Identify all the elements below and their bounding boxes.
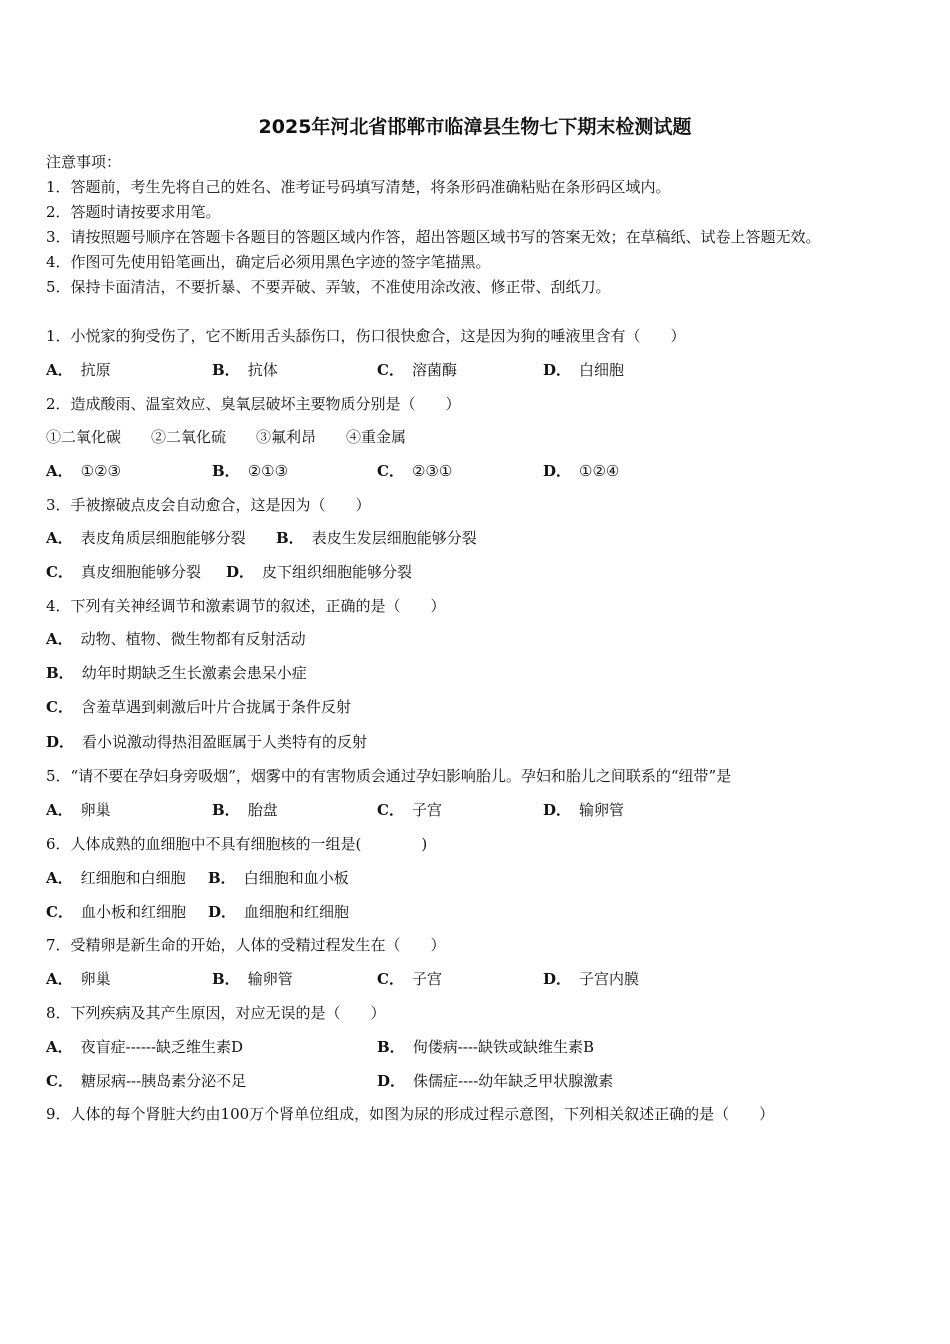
option-a: A． 夜盲症------缺乏维生素D bbox=[46, 1038, 244, 1056]
option-b: B． 胎盘 bbox=[212, 801, 278, 819]
option-c: C． 血小板和红细胞 bbox=[46, 903, 186, 921]
option-a: A． 卵巢 bbox=[46, 801, 111, 819]
option-c: C． ②③① bbox=[377, 462, 453, 480]
option-d: D． 白细胞 bbox=[543, 361, 625, 379]
notice-item: 3．请按照题号顺序在答题卡各题目的答题区域内作答，超出答题区域书写的答案无效；在草稿纸、试卷上答题无效。 bbox=[46, 228, 821, 246]
option-a: A． 红细胞和白细胞 bbox=[46, 869, 186, 887]
option-c: C． 溶菌酶 bbox=[377, 361, 457, 379]
option-c: C． 子宫 bbox=[377, 801, 442, 819]
option-d: D． 侏儒症----幼年缺乏甲状腺激素 bbox=[377, 1072, 614, 1090]
option-d: D． ①②④ bbox=[543, 462, 620, 480]
option-c: C． 真皮细胞能够分裂 bbox=[46, 563, 201, 581]
page-title: 2025年河北省邯郸市临漳县生物七下期末检测试题 bbox=[258, 116, 692, 138]
question-stem: 2．造成酸雨、温室效应、臭氧层破坏主要物质分别是（ ） bbox=[46, 395, 461, 413]
question-choices-list: ①二氧化碳 ②二氧化硫 ③氟利昂 ④重金属 bbox=[46, 428, 407, 446]
question-stem: 3．手被擦破点皮会自动愈合，这是因为（ ） bbox=[46, 496, 371, 514]
option-a: A． ①②③ bbox=[46, 462, 121, 480]
option-d: D． 子宫内膜 bbox=[543, 970, 640, 988]
option-b: B． 白细胞和血小板 bbox=[208, 869, 349, 887]
option-b: B． 输卵管 bbox=[212, 970, 293, 988]
notice-item: 4．作图可先使用铅笔画出，确定后必须用黑色字迹的签字笔描黑。 bbox=[46, 253, 491, 271]
option-b: B． 幼年时期缺乏生长激素会患呆小症 bbox=[46, 664, 307, 682]
option-a: A． 卵巢 bbox=[46, 970, 111, 988]
option-d: D． 看小说激动得热泪盈眶属于人类特有的反射 bbox=[46, 733, 368, 751]
notice-item: 5．保持卡面清洁，不要折暴、不要弄破、弄皱，不准使用涂改液、修正带、刮纸刀。 bbox=[46, 278, 611, 296]
question-stem: 9．人体的每个肾脏大约由100万个肾单位组成，如图为尿的形成过程示意图，下列相关叙述正确的是（ ） bbox=[46, 1105, 775, 1123]
option-b: B． 佝偻病----缺铁或缺维生素B bbox=[377, 1038, 594, 1056]
option-d: D． 输卵管 bbox=[543, 801, 625, 819]
notice-item: 1．答题前，考生先将自己的姓名、准考证号码填写清楚，将条形码准确粘贴在条形码区域内。 bbox=[46, 178, 671, 196]
question-stem: 7．受精卵是新生命的开始，人体的受精过程发生在（ ） bbox=[46, 936, 446, 954]
option-a: A． 表皮角质层细胞能够分裂 bbox=[46, 529, 246, 547]
notice-heading: 注意事项： bbox=[46, 153, 122, 171]
question-stem: 6．人体成熟的血细胞中不具有细胞核的一组是( ) bbox=[46, 835, 428, 853]
question-stem: 5．“请不要在孕妇身旁吸烟”，烟雾中的有害物质会通过孕妇影响胎儿。孕妇和胎儿之间联系的“纽带”是 bbox=[46, 767, 732, 785]
option-a: A． 动物、植物、微生物都有反射活动 bbox=[46, 630, 306, 648]
option-b: B． 表皮生发层细胞能够分裂 bbox=[276, 529, 477, 547]
option-c: C． 含羞草遇到刺激后叶片合拢属于条件反射 bbox=[46, 698, 351, 716]
option-d: D． 皮下组织细胞能够分裂 bbox=[226, 563, 413, 581]
notice-item: 2．答题时请按要求用笔。 bbox=[46, 203, 221, 221]
option-b: B． 抗体 bbox=[212, 361, 278, 379]
question-stem: 1．小悦家的狗受伤了，它不断用舌头舔伤口，伤口很快愈合，这是因为狗的唾液里含有（ ） bbox=[46, 327, 686, 345]
option-c: C． 子宫 bbox=[377, 970, 442, 988]
question-stem: 4．下列有关神经调节和激素调节的叙述，正确的是（ ） bbox=[46, 597, 446, 615]
option-b: B． ②①③ bbox=[212, 462, 289, 480]
option-a: A． 抗原 bbox=[46, 361, 111, 379]
question-stem: 8．下列疾病及其产生原因，对应无误的是（ ） bbox=[46, 1004, 386, 1022]
option-c: C． 糖尿病---胰岛素分泌不足 bbox=[46, 1072, 247, 1090]
option-d: D． 血细胞和红细胞 bbox=[208, 903, 350, 921]
